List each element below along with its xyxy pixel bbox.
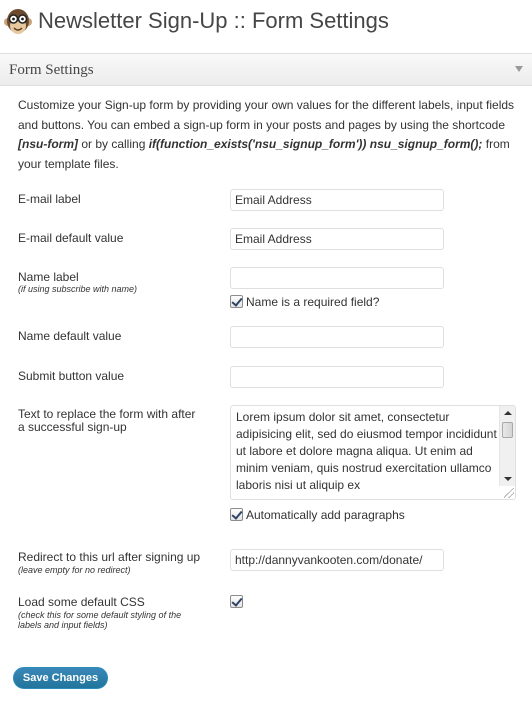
page-header [0,0,532,46]
submit-value-label: Submit button value [18,369,125,383]
panel-header[interactable] [0,54,532,86]
success-text-textarea[interactable] [230,405,516,500]
function-call: if(function_exists('nsu_signup_form')) nsu_signup_form(); [148,137,483,151]
monkey-with-glasses-icon [3,6,33,38]
default-css-hint-line1: (check this for some default styling of the [18,610,182,620]
auto-paragraphs-checkbox[interactable] [230,508,243,521]
name-required-checkbox[interactable] [230,295,243,308]
email-label-input[interactable] [230,189,444,211]
intro-text-3: from your template files. [18,137,510,171]
resize-handle-icon[interactable] [504,488,514,498]
auto-paragraphs-label: Automatically add paragraphs [246,507,405,522]
default-css-checkbox[interactable] [230,595,243,608]
auto-paragraphs-row[interactable] [230,507,405,521]
redirect-url-label: Redirect to this url after signing up [18,550,201,564]
scroll-thumb[interactable] [502,422,513,438]
success-text-value: Lorem ipsum dolor sit amet, consectetur adipisicing elit, sed do eiusmod tempor incididunt ut labore et dolore magna aliqua. Ut enim ad minim veniam, quis nostrud exercitation ullamco laboris nisi ut aliquip ex [236,410,497,492]
redirect-url-hint: (leave empty for no redirect) [18,565,131,575]
intro-text-1: Customize your Sign-up form by providing your own values for the different labels, input fields and buttons. You can embed a sign-up form in your posts and pages by using the shortcode [18,98,515,132]
intro-description [18,96,523,174]
default-css-row[interactable] [230,594,243,608]
form-settings-panel [0,53,532,712]
email-default-label: E-mail default value [18,231,124,245]
triangle-down-icon[interactable] [515,66,523,72]
email-label-label: E-mail label [18,192,81,206]
intro-text-2: or by calling [78,137,149,151]
name-default-label: Name default value [18,329,122,343]
submit-value-input[interactable] [230,366,444,388]
name-default-input[interactable] [230,326,444,348]
success-text-label-line2: a successful sign-up [18,420,127,434]
textarea-scrollbar[interactable] [499,406,515,486]
name-required-label: Name is a required field? [246,294,380,309]
name-label-label: Name label [18,270,79,284]
success-text-label-line1: Text to replace the form with after [18,407,196,421]
save-changes-button[interactable]: Save Changes [13,667,108,689]
scroll-up-icon[interactable] [504,411,512,415]
name-label-hint: (if using subscribe with name) [18,284,138,294]
email-default-input[interactable] [230,228,444,250]
default-css-label: Load some default CSS [18,595,145,609]
scroll-down-icon[interactable] [504,477,512,481]
panel-title: Form Settings [9,62,94,78]
default-css-hint-line2: labels and input fields) [18,620,108,630]
name-required-row[interactable] [230,294,379,308]
page-title: Newsletter Sign-Up :: Form Settings [38,8,389,33]
redirect-url-input[interactable] [230,549,444,571]
shortcode: [nsu-form] [18,137,78,151]
name-label-input[interactable] [230,267,444,289]
